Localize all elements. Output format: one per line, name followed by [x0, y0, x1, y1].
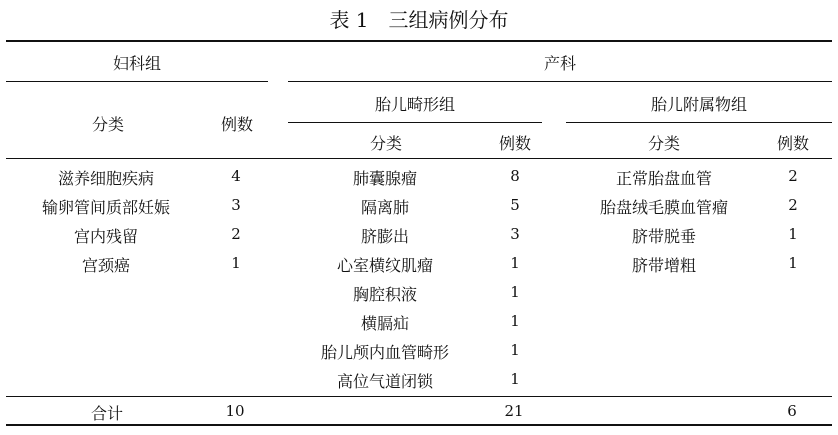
malf-category-cell: 肺囊腺瘤 [352, 169, 418, 188]
append-count-cell: 1 [788, 254, 798, 272]
append-count-header: 例数 [776, 134, 810, 153]
obs-group-header: 产科 [543, 54, 577, 73]
append-category-cell: 正常胎盘血管 [615, 169, 713, 188]
malf-count-cell: 1 [510, 283, 520, 301]
obs-header-rule [288, 81, 832, 82]
gyn-count-cell: 4 [231, 167, 241, 185]
malf-count-cell: 1 [510, 341, 520, 359]
bottom-rule [6, 424, 832, 426]
malf-header-rule [288, 122, 542, 123]
append-count-cell: 2 [788, 196, 798, 214]
gyn-count-header: 例数 [220, 115, 254, 134]
gyn-total-value: 10 [225, 402, 245, 420]
gyn-category-cell: 宫颈癌 [81, 256, 131, 275]
gyn-category-cell: 宫内残留 [73, 227, 139, 246]
table-title: 表 1 三组病例分布 [329, 8, 509, 32]
gyn-category-cell: 输卵管间质部妊娠 [41, 198, 171, 217]
malf-count-cell: 8 [510, 167, 520, 185]
malf-group-header: 胎儿畸形组 [374, 95, 456, 114]
gyn-header-rule [6, 81, 268, 82]
append-count-cell: 1 [788, 225, 798, 243]
gyn-category-cell: 滋养细胞疾病 [57, 169, 155, 188]
malf-count-cell: 1 [510, 254, 520, 272]
total-label: 合计 [90, 404, 124, 423]
gyn-group-header: 妇科组 [112, 54, 162, 73]
malf-category-cell: 隔离肺 [360, 198, 410, 217]
malf-category-cell: 胸腔积液 [352, 285, 418, 304]
append-header-rule [566, 122, 832, 123]
append-total-value: 6 [787, 402, 797, 420]
top-rule [6, 40, 832, 42]
malf-count-header: 例数 [498, 134, 532, 153]
column-header-rule [6, 158, 832, 159]
append-count-cell: 2 [788, 167, 798, 185]
malf-count-cell: 5 [510, 196, 520, 214]
malf-category-cell: 高位气道闭锁 [336, 372, 434, 391]
malf-count-cell: 1 [510, 312, 520, 330]
malf-category-cell: 脐膨出 [360, 227, 410, 246]
malf-category-cell: 胎儿颅内血管畸形 [320, 343, 450, 362]
malf-count-cell: 1 [510, 370, 520, 388]
gyn-count-cell: 3 [231, 196, 241, 214]
append-category-header: 分类 [647, 134, 681, 153]
malf-category-cell: 心室横纹肌瘤 [336, 256, 434, 275]
gyn-count-cell: 2 [231, 225, 241, 243]
gyn-count-cell: 1 [231, 254, 241, 272]
malf-count-cell: 3 [510, 225, 520, 243]
malf-total-value: 21 [504, 402, 524, 420]
gyn-category-header: 分类 [91, 115, 125, 134]
append-category-cell: 脐带增粗 [631, 256, 697, 275]
append-category-cell: 胎盘绒毛膜血管瘤 [599, 198, 729, 217]
append-category-cell: 脐带脱垂 [631, 227, 697, 246]
malf-category-cell: 横膈疝 [360, 314, 410, 333]
append-group-header: 胎儿附属物组 [650, 95, 748, 114]
total-rule [6, 396, 832, 397]
malf-category-header: 分类 [369, 134, 403, 153]
